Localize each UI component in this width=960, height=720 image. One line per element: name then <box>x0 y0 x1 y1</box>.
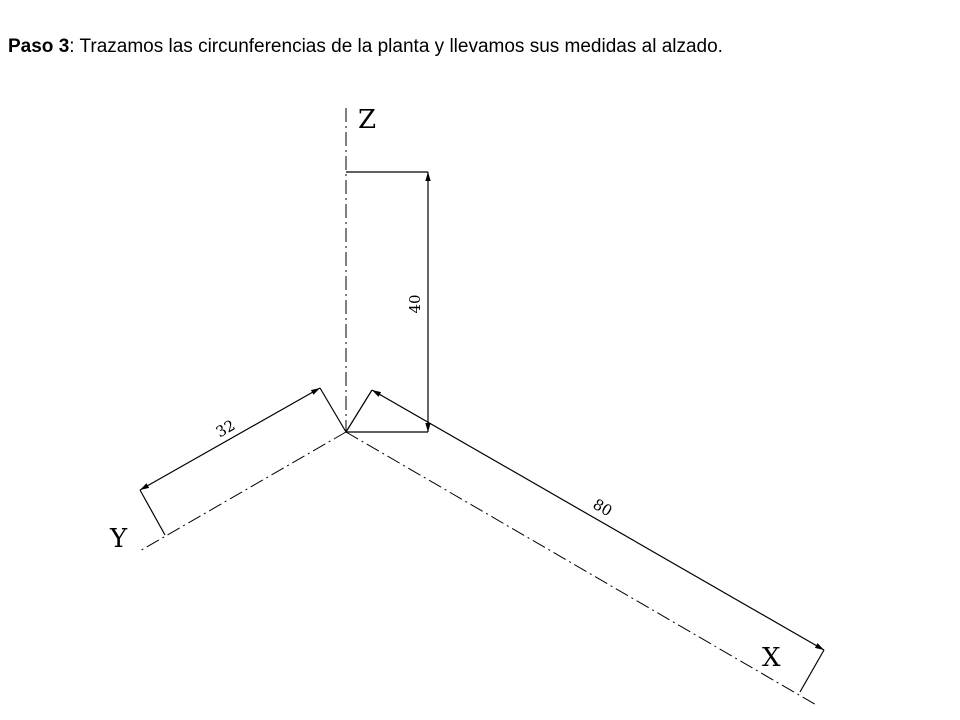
x-extension-end <box>800 650 824 692</box>
step-description: : Trazamos las circunferencias de la planta y llevamos sus medidas al alzado. <box>69 36 723 57</box>
y-axis-label: Y <box>110 524 128 554</box>
x-axis <box>346 432 818 706</box>
length-dimension-value: 80 <box>589 495 616 521</box>
y-extension-end <box>140 490 165 535</box>
step-label: Paso 3 <box>8 36 70 57</box>
x-extension-origin <box>346 390 372 432</box>
y-extension-origin <box>320 388 346 432</box>
x-dimension-line <box>372 390 824 650</box>
height-dimension-value: 40 <box>406 294 424 314</box>
z-axis-label: Z <box>358 105 377 135</box>
x-axis-label: X <box>762 643 781 673</box>
width-dimension-value: 32 <box>212 416 239 442</box>
y-dimension-line <box>140 388 320 490</box>
y-axis <box>138 432 346 552</box>
